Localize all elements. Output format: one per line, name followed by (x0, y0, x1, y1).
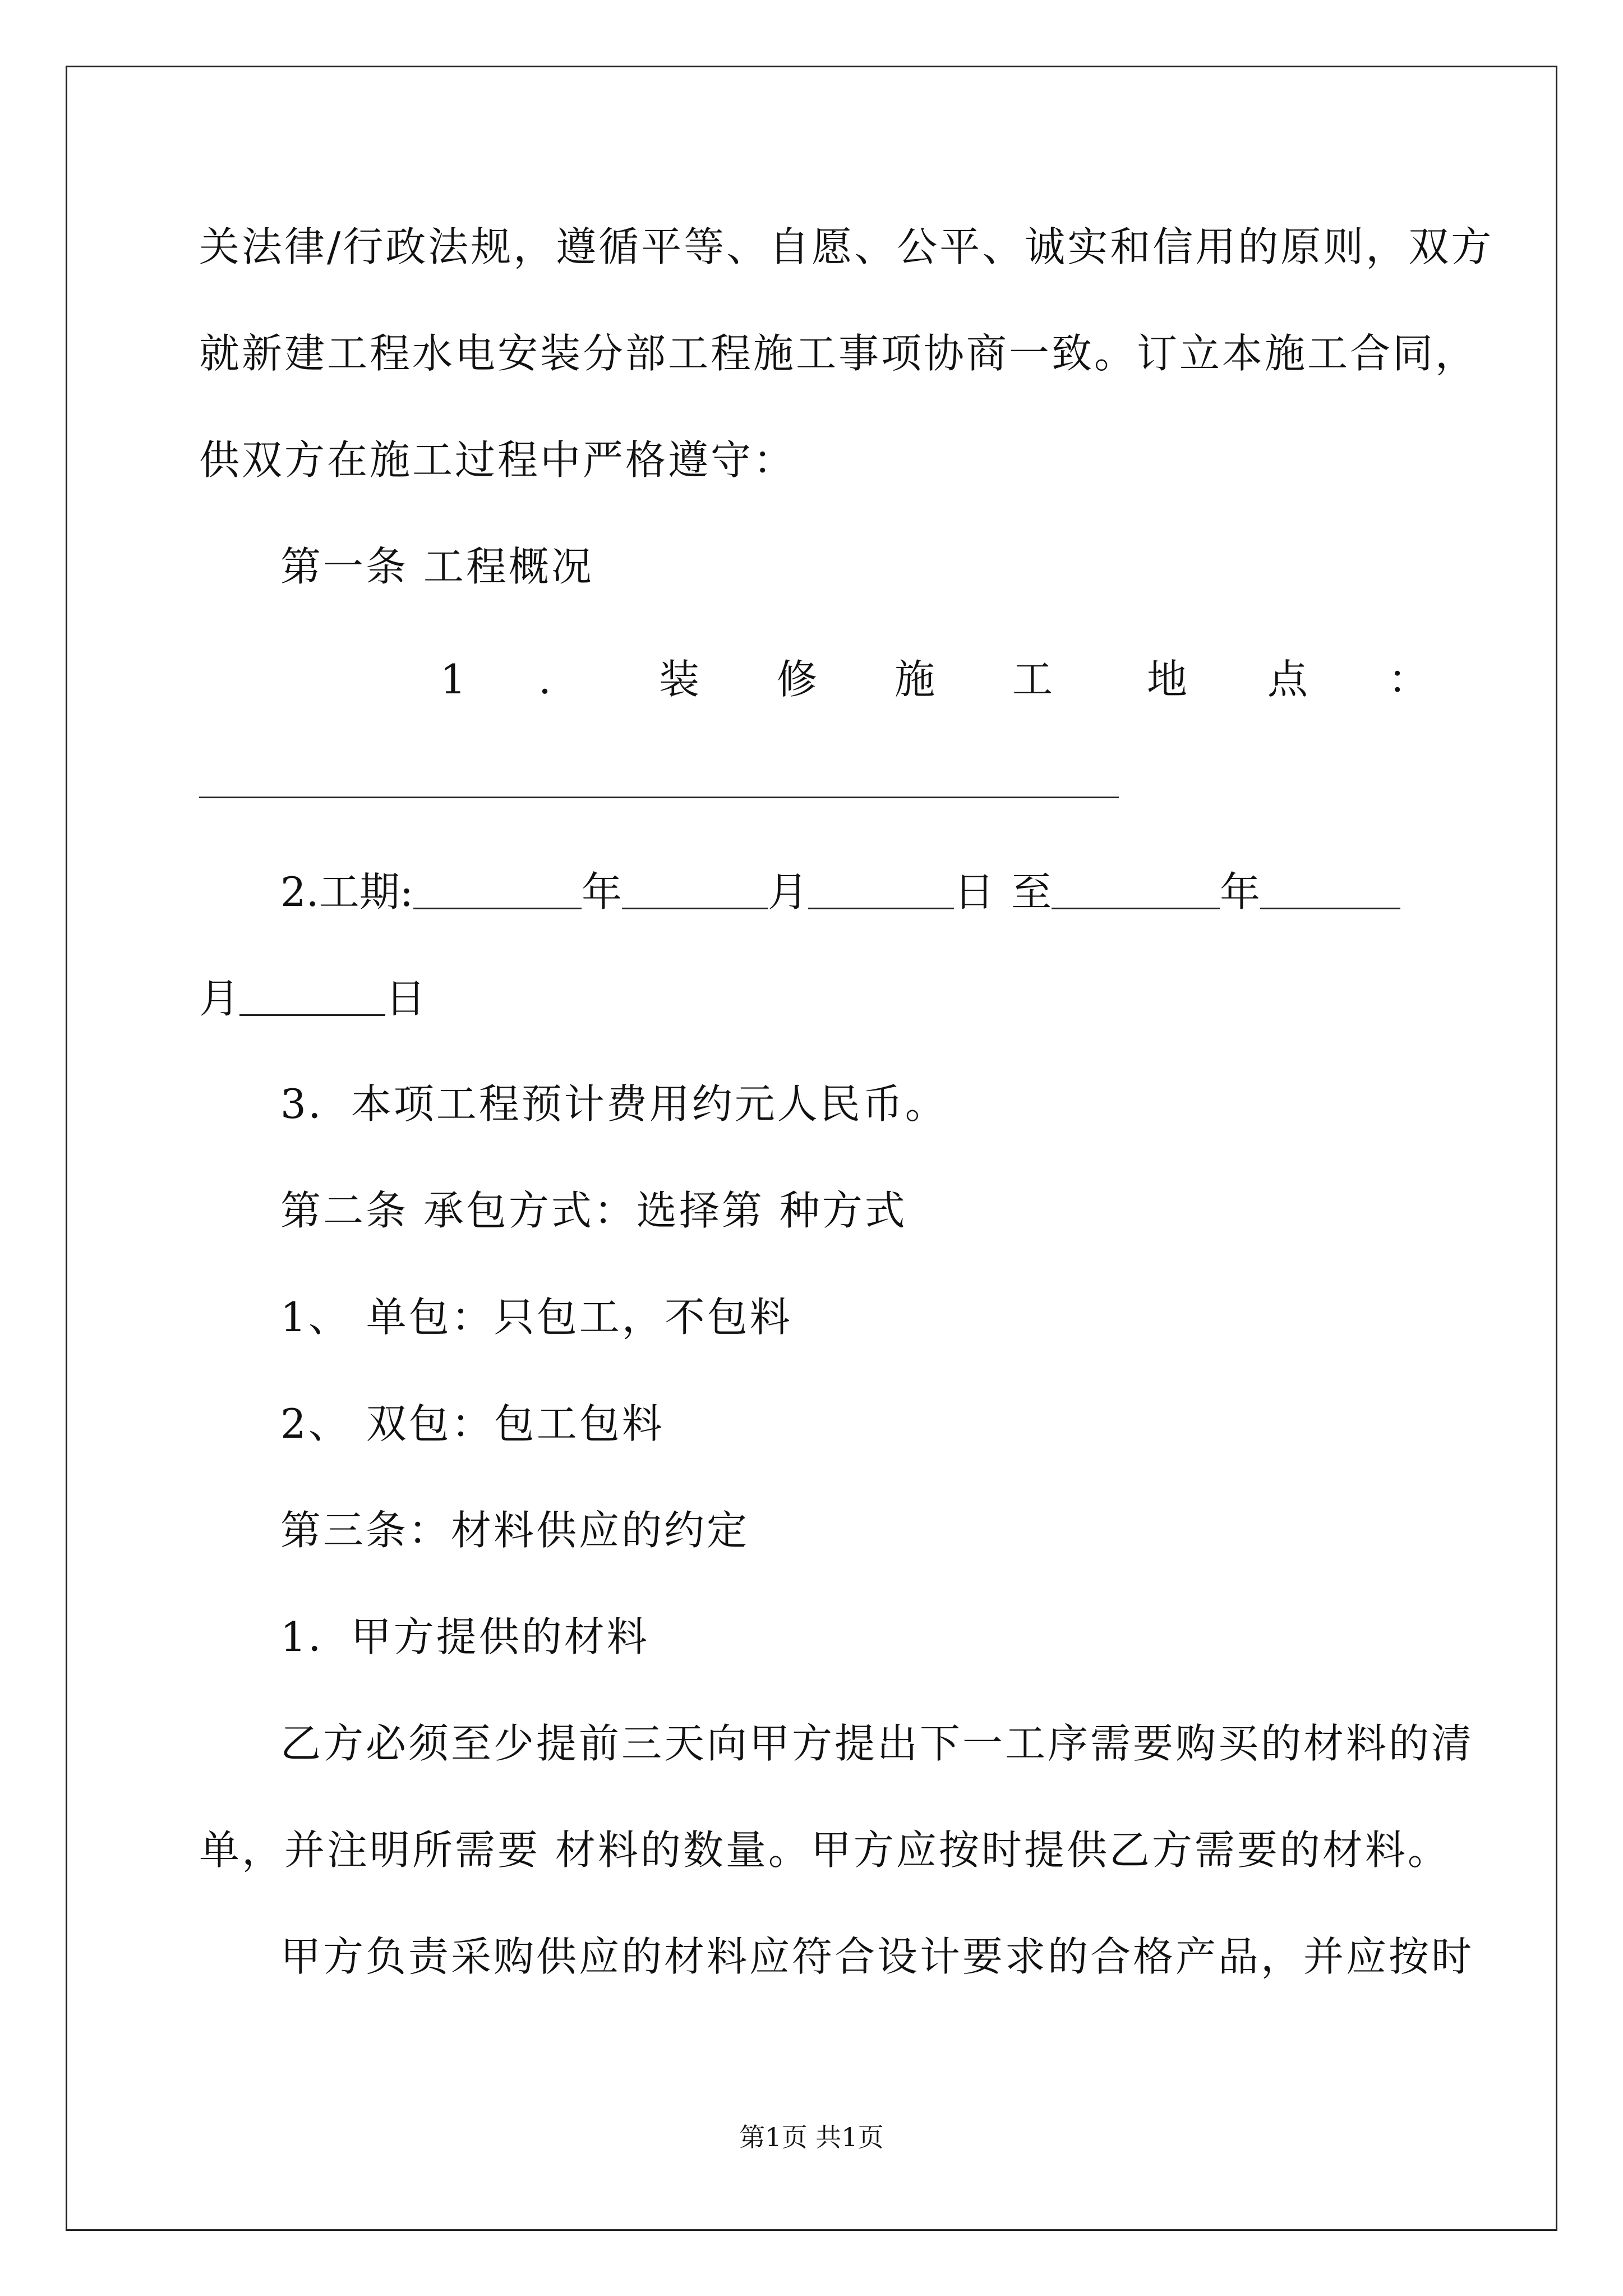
day-label: 日 (385, 975, 426, 1022)
paragraph-line-2: 就新建工程水电安装分部工程施工事项协商一致。订立本施工合同， (199, 330, 1478, 377)
month-blank (1260, 867, 1400, 909)
sub-heading-1: 1．甲方提供的材料 (280, 1613, 649, 1660)
article-2-heading: 第二条 承包方式：选择第 种方式 (280, 1187, 907, 1234)
item-1-dot: . (538, 656, 551, 703)
page-border (66, 66, 1557, 2231)
option-2: 2、 双包：包工包料 (280, 1400, 665, 1447)
item-1-char: 地 (1147, 656, 1188, 703)
paragraph-1-line-2: 单，并注明所需要 材料的数量。甲方应按时提供乙方需要的材料。 (199, 1826, 1450, 1874)
day-blank (239, 974, 385, 1016)
paragraph-line-1: 关法律/行政法规，遵循平等、自愿、公平、诚实和信用的原则，双方 (199, 223, 1494, 270)
item-3-cost: 3．本项工程预计费用约元人民币。 (280, 1080, 948, 1128)
item-1-location-line (199, 652, 1430, 706)
item-1-char: 点 (1267, 656, 1308, 703)
month-label: 月 (767, 868, 808, 915)
year-blank (1052, 867, 1220, 909)
year-blank (413, 867, 582, 909)
item-1-char: 修 (777, 656, 818, 703)
to-label: 至 (1011, 868, 1052, 915)
year-label: 年 (581, 868, 622, 915)
option-1: 1、 单包：只包工，不包料 (280, 1294, 792, 1341)
month-label: 月 (199, 975, 240, 1022)
item-1-char: 施 (895, 656, 935, 703)
paragraph-line-3: 供双方在施工过程中严格遵守： (199, 436, 796, 484)
article-1-heading: 第一条 工程概况 (280, 543, 594, 590)
item-1-char: 装 (659, 656, 700, 703)
item-1-char: 工 (1012, 656, 1053, 703)
month-blank (622, 867, 768, 909)
day-blank (808, 867, 954, 909)
year-label: 年 (1220, 868, 1261, 915)
item-2-schedule-line (280, 864, 1400, 918)
paragraph-1-line-1: 乙方必须至少提前三天向甲方提出下一工序需要购买的材料的清 (280, 1720, 1474, 1767)
paragraph-2-line-1: 甲方负责采购供应的材料应符合设计要求的合格产品，并应按时 (280, 1933, 1474, 1980)
article-3-heading: 第三条：材料供应的约定 (280, 1507, 750, 1554)
day-label: 日 (954, 868, 995, 915)
item-1-number: 1 (440, 656, 466, 703)
location-blank-line (199, 797, 1119, 798)
item-1-colon: ： (1388, 656, 1429, 703)
item-2-label: 2.工期: (280, 868, 413, 915)
item-2-schedule-line-cont (199, 970, 426, 1024)
page-footer: 第1页 共1页 (739, 2122, 884, 2152)
